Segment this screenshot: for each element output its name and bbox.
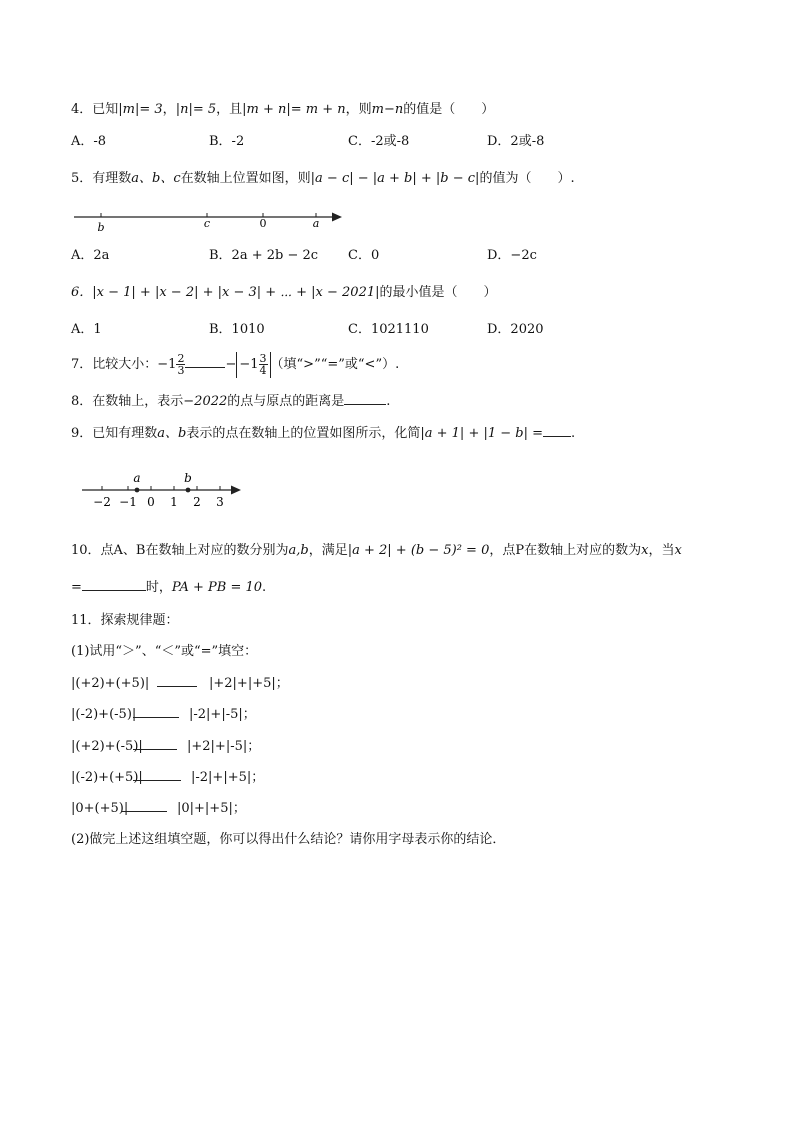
q5-vars: a、b、c (131, 171, 181, 186)
q11-row-1-right: |+2|+|+5|； (209, 676, 289, 691)
q5-label-b: b (97, 221, 105, 234)
q6-stem (71, 284, 497, 302)
q10-stem-line2 (71, 579, 266, 597)
q4-expr: m−n (371, 102, 404, 117)
q9-answer-blank[interactable] (543, 436, 571, 437)
q8-text-c: . (386, 394, 391, 409)
q4-text-c: ，则 (345, 102, 372, 117)
q11-title: 11．探索规律题： (71, 613, 179, 628)
q7-minus: − (225, 357, 237, 372)
q11-row-1-blank[interactable] (157, 686, 197, 687)
q9-text-b: 表示的点在数轴上的位置如图所示，化简 (186, 426, 421, 441)
q10-stem (71, 542, 682, 560)
q11-row-4-blank[interactable] (133, 780, 181, 781)
q4-cond1: |m|= 3 (118, 102, 163, 117)
q5-number-line (70, 205, 350, 237)
q10-text-e: 时， (145, 580, 172, 595)
q10-equals: = (71, 580, 82, 595)
q5-stem (71, 170, 575, 188)
q11-row-2-blank[interactable] (133, 717, 179, 718)
q6-option-d[interactable]: D．2020 (487, 322, 544, 337)
q7-f2-den: 4 (259, 364, 267, 377)
q5-expr: |a − c| − |a + b| + |b − c| (310, 171, 480, 186)
q4-sep: ， (162, 102, 176, 117)
q11-row-3 (71, 738, 260, 756)
q5-option-c[interactable]: C．0 (348, 248, 380, 263)
q11-row-1-left: |(+2)+(+5)| (71, 676, 150, 691)
q7-neg: −1 (157, 357, 177, 372)
q6-option-b[interactable]: B．1010 (209, 322, 265, 337)
q10-text-b: ，满足 (308, 543, 348, 558)
q9-tick-label-3: 3 (216, 495, 224, 509)
q9-tick-label-2: 2 (193, 495, 201, 509)
q9-axis-arrow (231, 486, 241, 495)
q11-row-4 (71, 769, 264, 787)
q11-part2: (2)做完上述这组填空题，你可以得出什么结论？请你用字母表示你的结论． (71, 832, 506, 847)
q11-row-3-left: |(+2)+(-5)| (71, 739, 143, 754)
q11-row-3-blank[interactable] (133, 749, 177, 750)
q9-point-b (186, 488, 191, 493)
q11-row-5-right: |0|+|+5|； (177, 801, 246, 816)
q10-condition: PA + PB = 10 (171, 580, 263, 595)
q11-row-2 (71, 706, 256, 724)
q5-text-b: 在数轴上位置如图，则 (180, 171, 311, 186)
q8-stem (71, 393, 390, 411)
q9-tick-label-1: 1 (170, 495, 178, 509)
q5-axis-arrow (332, 213, 342, 222)
q4-text-b: ，且 (216, 102, 243, 117)
q4-text-d: 的值是（ ） (403, 102, 495, 117)
q7-f1-den: 3 (177, 364, 185, 377)
q5-option-d[interactable]: D．−2c (487, 248, 537, 263)
q11-row-3-right: |+2|+|-5|； (187, 739, 261, 754)
q5-label-c: c (203, 217, 211, 230)
q10-answer-blank[interactable] (82, 590, 146, 591)
q7-f1-num: 2 (177, 352, 185, 365)
q8-number: −2022 (183, 394, 228, 409)
q11-row-1 (71, 675, 289, 693)
q10-text-c: ，点P在数轴上对应的数为 (489, 543, 642, 558)
q7-fraction-1 (176, 353, 185, 376)
q10-x2: x (674, 543, 682, 558)
q11-row-4-left: |(-2)+(+5)| (71, 770, 143, 785)
q4-option-b[interactable]: B．-2 (209, 134, 245, 149)
q9-tick-label-m1: −1 (119, 495, 137, 509)
q6-option-a[interactable]: A．1 (71, 322, 102, 337)
q5-text-c: 的值为（ ）. (479, 171, 575, 186)
q10-text-d: ，当 (648, 543, 675, 558)
q10-text-f: . (262, 580, 267, 595)
q5-option-a[interactable]: A．2a (71, 248, 110, 263)
q4-option-c[interactable]: C．-2或-8 (348, 134, 410, 149)
q11-part1: (1)试用“＞”、“＜”或“=”填空： (71, 644, 258, 659)
q5-label-a: a (312, 217, 320, 230)
q4-cond3: |m + n|= m + n (242, 102, 346, 117)
q4-option-a[interactable]: A．-8 (71, 134, 107, 149)
q4-option-d[interactable]: D．2或-8 (487, 134, 545, 149)
q4-text-a: 4．已知 (71, 102, 119, 117)
q9-tick-label-0: 0 (147, 495, 155, 509)
q9-point-a (135, 488, 140, 493)
q11-row-5 (71, 800, 246, 818)
q11-row-2-right: |-2|+|-5|； (189, 707, 256, 722)
q9-text-c: . (571, 426, 576, 441)
q9-expr: |a + 1| + |1 − b| = (420, 426, 544, 441)
q9-tick-label-m2: −2 (93, 495, 111, 509)
q6-expr: 6．|x − 1| + |x − 2| + |x − 3| + ⋯ + |x − 2021| (71, 285, 380, 300)
q7-fraction-2 (259, 353, 268, 376)
q10-text-a: 10．点A、B在数轴上对应的数分别为 (71, 543, 289, 558)
q11-row-5-blank[interactable] (121, 811, 167, 812)
q7-text-b: （填“>”“=”或“<”）. (270, 357, 400, 372)
q8-answer-blank[interactable] (344, 404, 386, 405)
q7-text-a: 7．比较大小： (71, 357, 158, 372)
q9-text-a: 9．已知有理数 (71, 426, 158, 441)
q11-row-2-left: |(-2)+(-5)| (71, 707, 137, 722)
q9-stem (71, 425, 575, 443)
q6-option-c[interactable]: C．1021110 (348, 322, 429, 337)
q8-text-b: 的点与原点的距离是 (227, 394, 345, 409)
q7-f2-num: 3 (259, 352, 267, 365)
q7-answer-blank[interactable] (185, 367, 225, 368)
q4-cond2: |n|= 5 (175, 102, 217, 117)
q9-vars: a、b (157, 426, 187, 441)
q5-option-b[interactable]: B．2a + 2b − 2c (209, 248, 319, 263)
q9-number-line (78, 470, 248, 512)
q7-neg2: −1 (239, 357, 259, 372)
q10-x1: x (641, 543, 649, 558)
q6-text: 的最小值是（ ） (379, 285, 497, 300)
q10-expr: |a + 2| + (b − 5)² = 0 (347, 543, 490, 558)
q11-row-5-left: |0+(+5)| (71, 801, 129, 816)
q5-label-0: 0 (259, 217, 267, 230)
q11-row-4-right: |-2|+|+5|； (191, 770, 265, 785)
q5-text-a: 5．有理数 (71, 171, 132, 186)
q9-label-b: b (184, 471, 192, 485)
q8-text-a: 8．在数轴上，表示 (71, 394, 184, 409)
q9-label-a: a (133, 471, 141, 485)
q7-abs (236, 352, 270, 378)
q7-stem (71, 352, 399, 378)
q4-stem (71, 101, 494, 119)
q10-vars: a,b (288, 543, 309, 558)
